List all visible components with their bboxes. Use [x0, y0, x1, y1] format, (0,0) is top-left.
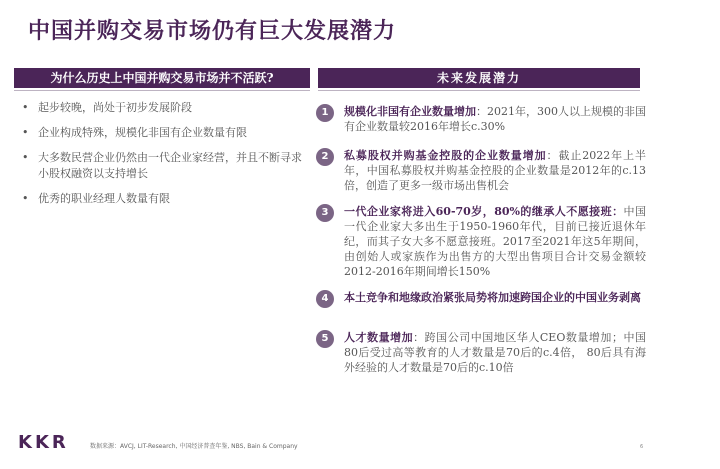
page-number: 6 [640, 444, 644, 450]
bullet-icon: • [22, 192, 29, 205]
potential-text [344, 104, 646, 134]
potential-body: ：跨国公司中国地区华人CEO数量增加；中国80后受过高等教育的人才数量是70后的c.4倍， 80后具有海外经验的人才数量是70后的c.10倍 [344, 331, 647, 374]
number-badge: 3 [316, 204, 334, 222]
potential-item [316, 148, 646, 193]
reason-item [22, 191, 306, 207]
potential-heading: 规模化非国有企业数量增加 [344, 105, 476, 118]
bullet-icon: • [22, 126, 29, 139]
bullet-icon: • [22, 101, 29, 114]
reason-item [22, 150, 306, 182]
number-badge: 1 [316, 104, 334, 122]
left-panel-heading: 为什么历史上中国并购交易市场并不活跃? [14, 68, 310, 88]
number-badge: 5 [316, 330, 334, 348]
potential-text [344, 290, 646, 305]
right-divider [318, 90, 640, 91]
reason-list [22, 100, 306, 216]
kkr-logo: KKR [18, 432, 69, 453]
potential-item [316, 330, 646, 375]
reason-text: 优秀的职业经理人数量有限 [38, 192, 170, 205]
page-title: 中国并购交易市场仍有巨大发展潜力 [28, 18, 397, 44]
potential-item [316, 104, 646, 134]
potential-item [316, 290, 646, 305]
bullet-icon: • [22, 151, 29, 164]
potential-text [344, 148, 646, 193]
potential-heading: 一代企业家将进入60-70岁，80%的继承人不愿接班： [344, 205, 624, 218]
number-badge: 4 [316, 290, 334, 308]
potential-item [316, 204, 646, 279]
potential-heading: 人才数量增加 [344, 331, 414, 344]
potential-body: ：2021年，300人以上规模的非国有企业数量较2016年增长c.30% [344, 105, 646, 133]
potential-text [344, 330, 646, 375]
number-badge: 2 [316, 148, 334, 166]
potential-heading: 私募股权并购基金控股的企业数量增加 [344, 149, 547, 162]
potential-heading: 本土竞争和地缘政治紧张局势将加速跨国企业的中国业务剥离 [344, 291, 641, 304]
left-divider [14, 90, 310, 91]
potential-text [344, 204, 646, 279]
right-panel-heading: 未来发展潜力 [318, 68, 640, 88]
potential-body: 中国一代企业家大多出生于1950-1960年代，目前已接近退休年纪，而其子女大多不愿意接班。2017至2021年这5年期间，由创始人或家族作为出售方的大型出售项目合计交易金额较2012-2016年期间增长150% [344, 205, 646, 278]
source-note: 数据来源：AVCJ, LIT-Research, 中国经济普查年鉴, NBS, Bain & Company [90, 443, 298, 450]
reason-text: 大多数民营企业仍然由一代企业家经营，并且不断寻求小股权融资以支持增长 [38, 151, 302, 180]
reason-text: 企业构成特殊，规模化非国有企业数量有限 [38, 126, 247, 139]
reason-item [22, 100, 306, 116]
reason-item [22, 125, 306, 141]
reason-text: 起步较晚，尚处于初步发展阶段 [38, 101, 192, 114]
potential-body: ：截止2022年上半年，中国私募股权并购基金控股的企业数量是2012年的c.13倍，创造了更多一级市场出售机会 [344, 149, 647, 192]
